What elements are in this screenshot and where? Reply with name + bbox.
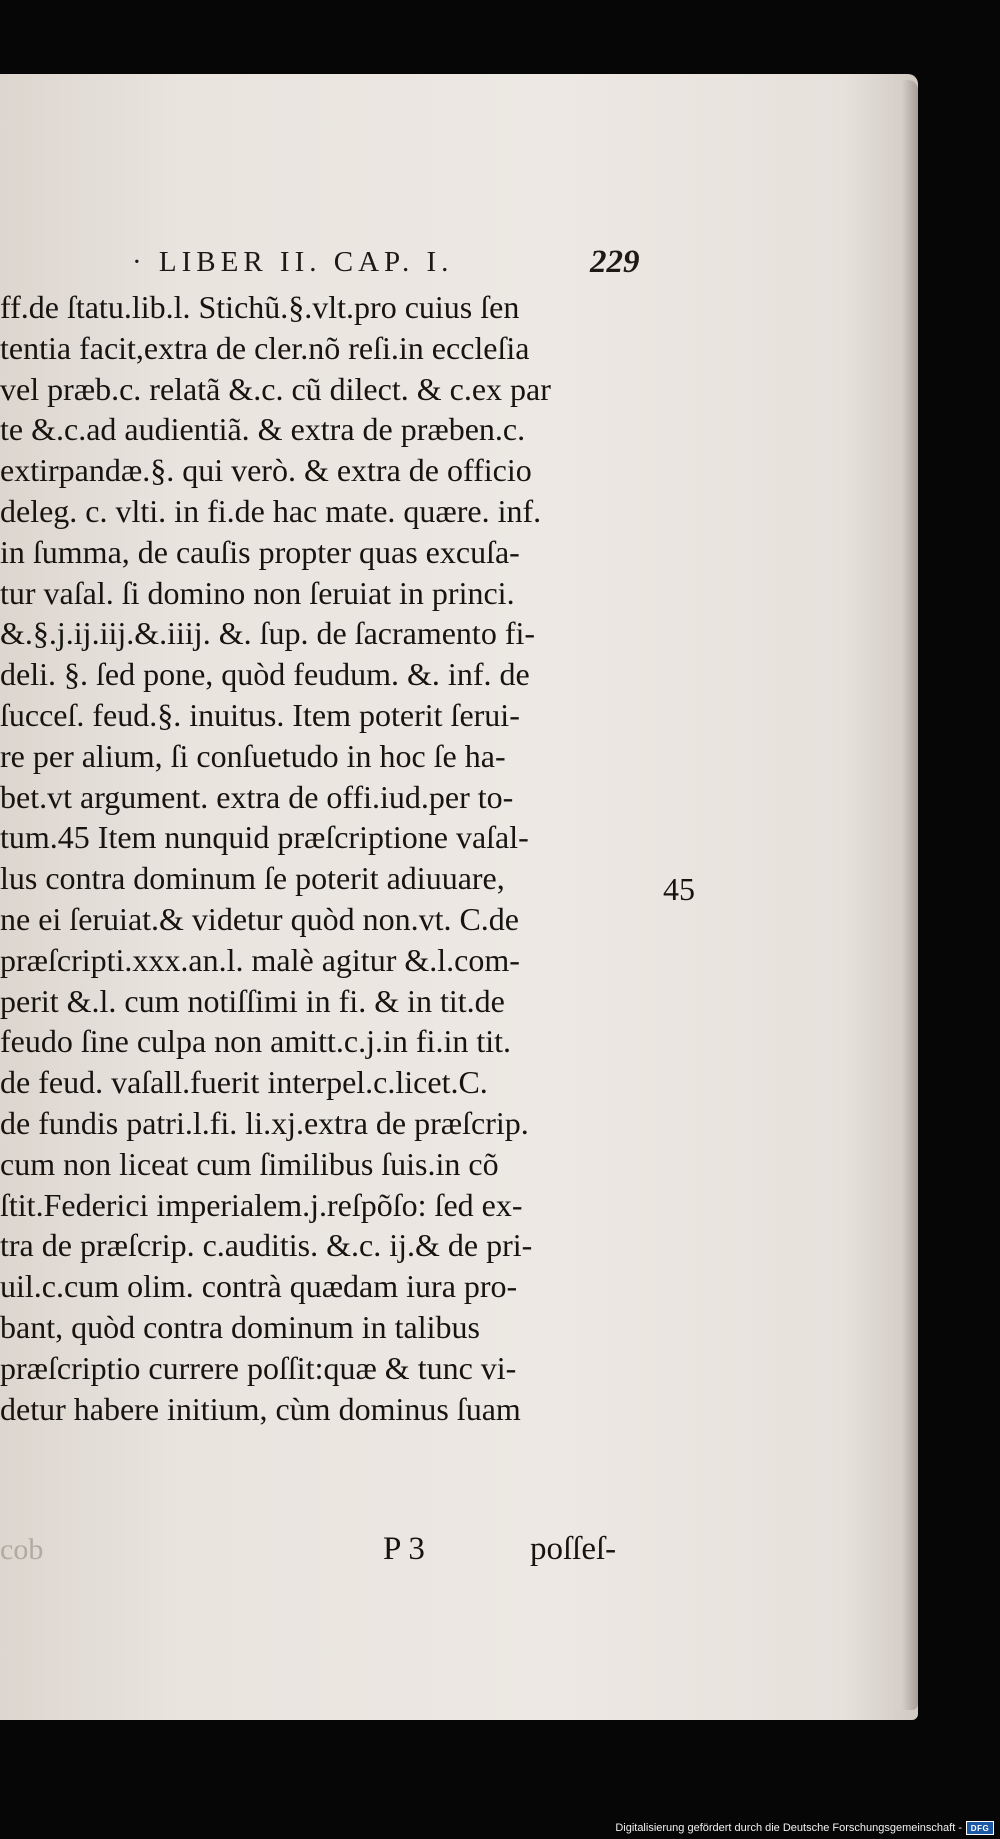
- book-page: [0, 74, 918, 1720]
- digitization-credit: [615, 1821, 994, 1835]
- text-line: tur vaſal. ſi domino non ſeruiat in princi.: [0, 574, 515, 611]
- text-block: [0, 287, 680, 1429]
- text-line: vel præb.c. relatã &.c. cũ dilect. & c.ex par: [0, 370, 551, 407]
- text-line: præſcripti.xxx.an.l. malè agitur &.l.com-: [0, 941, 520, 978]
- text-line: de fundis patri.l.fi. li.xj.extra de præſcrip.: [0, 1104, 529, 1141]
- text-line: te &.c.ad audientiã. & extra de præben.c.: [0, 411, 526, 448]
- text-line: ne ei ſeruiat.& videtur quòd non.vt. C.de: [0, 900, 519, 937]
- text-line: feudo ſine culpa non amitt.c.j.in fi.in tit.: [0, 1023, 511, 1060]
- text-line: tentia facit,extra de cler.nõ reſi.in eccleſia: [0, 329, 530, 366]
- marginal-note: 45: [663, 871, 695, 907]
- page-footer: [0, 1531, 918, 1581]
- show-through-text: cob: [0, 1533, 44, 1566]
- text-line: tum.45 Item nunquid præſcriptione vaſal-: [0, 819, 529, 856]
- text-line: cum non liceat cum ſimilibus ſuis.in cõ: [0, 1145, 499, 1182]
- text-line: de feud. vaſall.fuerit interpel.c.licet.C.: [0, 1064, 488, 1101]
- credit-text: Digitalisierung gefördert durch die Deutsche Forschungsgemeinschaft -: [615, 1822, 962, 1834]
- page-number: 229: [590, 244, 640, 280]
- text-line: præſcriptio currere poſſit:quæ & tunc vi-: [0, 1349, 517, 1386]
- text-line: extirpandæ.§. qui verò. & extra de officio: [0, 452, 532, 489]
- text-line: ſucceſ. feud.§. inuitus. Item poterit ſerui-: [0, 696, 520, 733]
- page-edge-shadow: [902, 80, 918, 1710]
- page-header: [0, 246, 918, 286]
- text-line: detur habere initium, cùm dominus ſuam: [0, 1390, 521, 1427]
- text-line: re per alium, ſi conſuetudo in hoc ſe ha-: [0, 737, 506, 774]
- text-line: perit &.l. cum notiſſimi in fi. & in tit.de: [0, 982, 505, 1019]
- text-line: ſtit.Federici imperialem.j.reſpõſo: ſed ex-: [0, 1186, 523, 1223]
- signature-mark: P 3: [383, 1531, 425, 1567]
- text-line: bet.vt argument. extra de offi.iud.per to-: [0, 778, 514, 815]
- text-line: uil.c.cum olim. contrà quædam iura pro-: [0, 1268, 518, 1305]
- text-line: lus contra dominum ſe poterit adiuuare,: [0, 860, 505, 897]
- running-head: · LIBER II. CAP. I.: [132, 246, 454, 278]
- text-line: tra de præſcrip. c.auditis. &.c. ij.& de pri-: [0, 1227, 533, 1264]
- text-line: ff.de ſtatu.lib.l. Stichũ.§.vlt.pro cuius ſen: [0, 289, 520, 325]
- text-line: deleg. c. vlti. in fi.de hac mate. quære. inf.: [0, 492, 542, 529]
- text-line: in ſumma, de cauſis propter quas excuſa-: [0, 533, 520, 570]
- text-line: &.§.j.ij.iij.&.iiij. &. ſup. de ſacramento fi-: [0, 615, 536, 652]
- catchword: poſſeſ-: [530, 1531, 617, 1567]
- dfg-logo: DFG: [966, 1821, 994, 1835]
- text-line: deli. §. ſed pone, quòd feudum. &. inf. de: [0, 656, 530, 693]
- text-line: bant, quòd contra dominum in talibus: [0, 1308, 480, 1345]
